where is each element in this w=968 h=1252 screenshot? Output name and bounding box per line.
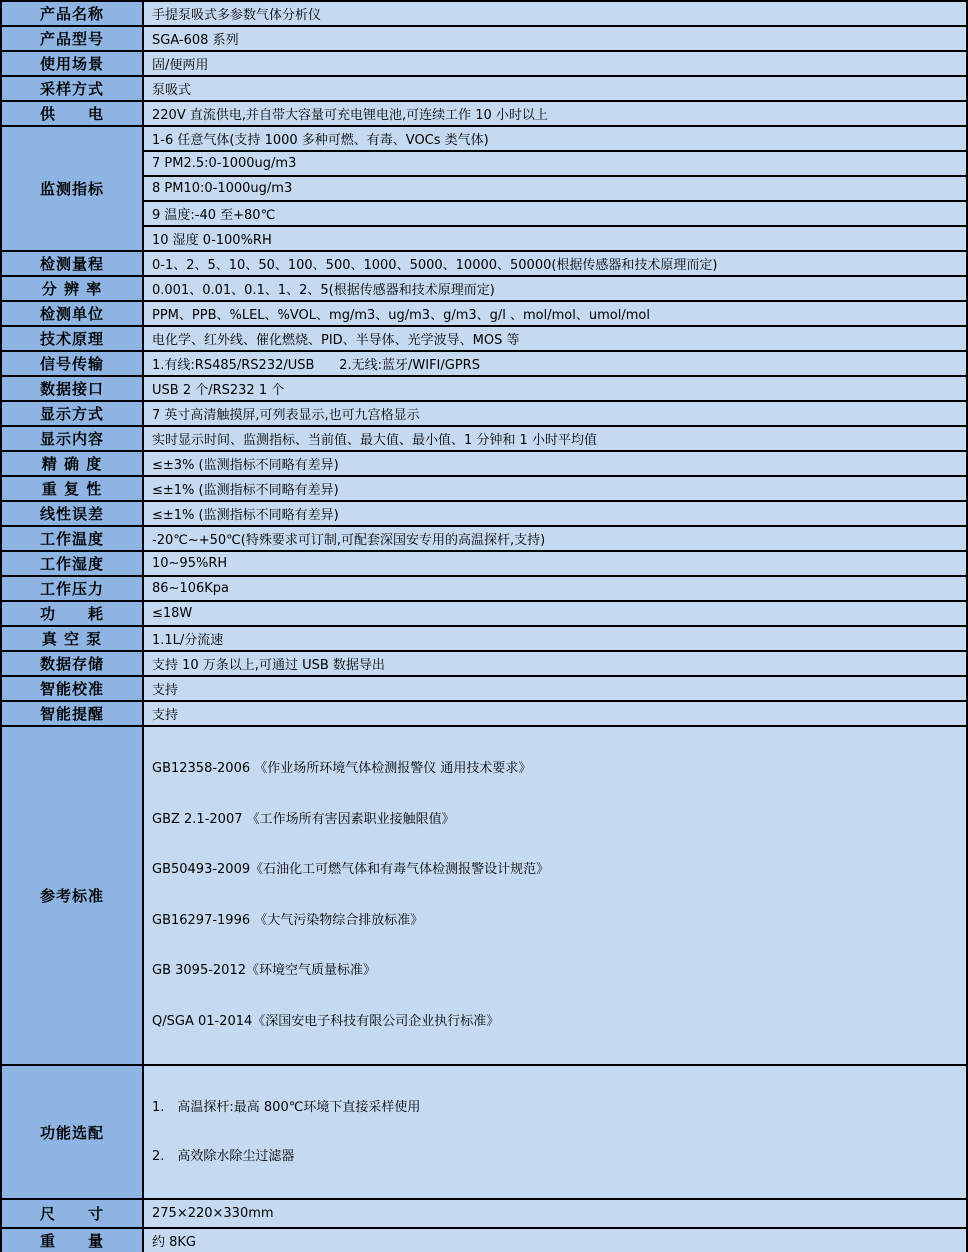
row-working-humidity (1, 551, 967, 576)
data-interface-value: USB 2 个/RS232 1 个 (143, 376, 967, 401)
reference-standard-6: Q/SGA 01-2014《深国安电子科技有限公司企业执行标准》 (152, 1013, 500, 1029)
row-smart-calibration (1, 676, 967, 701)
resolution-value: 0.001、0.01、0.1、1、2、5(根据传感器和技术原理而定) (143, 276, 967, 301)
vacuum-pump-value: 1.1L/分流速 (143, 626, 967, 651)
optional-functions-label: 功能选配 (1, 1065, 143, 1199)
product-name-label: 产品名称 (1, 1, 143, 26)
reference-standard-1: GB12358-2006 《作业场所环境气体检测报警仪 通用技术要求》 (152, 761, 532, 776)
reference-standard-4: GB16297-1996 《大气污染物综合排放标准》 (152, 912, 424, 928)
linearity-error-value: ≤±1% (监测指标不同略有差异) (143, 501, 967, 526)
row-working-temperature (1, 526, 967, 551)
monitoring-indicator-1: 1-6 任意气体(支持 1000 多种可燃、有毒、VOCs 类气体) (143, 126, 967, 151)
detection-range-label: 检测量程 (1, 251, 143, 276)
data-storage-label: 数据存储 (1, 651, 143, 676)
reference-standard-5: GB 3095-2012《环境空气质量标准》 (152, 963, 376, 978)
row-detection-unit (1, 301, 967, 326)
repeatability-label: 重 复 性 (1, 476, 143, 501)
accuracy-value: ≤±3% (监测指标不同略有差异) (143, 451, 967, 476)
monitoring-indicator-5: 10 湿度 0-100%RH (143, 226, 967, 251)
signal-transmission-value: 1.有线:RS485/RS232/USB 2.无线:蓝牙/WIFI/GPRS (143, 351, 967, 376)
display-mode-label: 显示方式 (1, 401, 143, 426)
reference-standards-value (143, 726, 967, 1065)
optional-function-1: 1. 高温探杆:最高 800℃环境下直接采样使用 (152, 1100, 421, 1115)
row-accuracy (1, 451, 967, 476)
reference-standard-3: GB50493-2009《石油化工可燃气体和有毒气体检测报警设计规范》 (152, 862, 550, 877)
row-repeatability (1, 476, 967, 501)
power-supply-value: 220V 直流供电,并自带大容量可充电锂电池,可连续工作 10 小时以上 (143, 101, 967, 126)
row-weight (1, 1228, 967, 1252)
row-vacuum-pump (1, 626, 967, 651)
technical-principle-label: 技术原理 (1, 326, 143, 351)
smart-reminder-value: 支持 (143, 701, 967, 726)
detection-range-value: 0-1、2、5、10、50、100、500、1000、5000、10000、50000(根据传感器和技术原理而定) (143, 251, 967, 276)
detection-unit-label: 检测单位 (1, 301, 143, 326)
row-monitoring-indicators (1, 201, 967, 226)
row-product-name (1, 1, 967, 26)
power-consumption-label: 功 耗 (1, 601, 143, 626)
working-humidity-value: 10~95%RH (143, 551, 967, 576)
row-product-model (1, 26, 967, 51)
product-model-label: 产品型号 (1, 26, 143, 51)
vacuum-pump-label: 真 空 泵 (1, 626, 143, 651)
power-supply-label: 供 电 (1, 101, 143, 126)
product-name-value: 手提泵吸式多参数气体分析仪 (143, 1, 967, 26)
data-storage-value: 支持 10 万条以上,可通过 USB 数据导出 (143, 651, 967, 676)
smart-reminder-label: 智能提醒 (1, 701, 143, 726)
row-data-storage (1, 651, 967, 676)
working-pressure-value: 86~106Kpa (143, 576, 967, 601)
row-signal-transmission (1, 351, 967, 376)
reference-standard-2: GBZ 2.1-2007 《工作场所有害因素职业接触限值》 (152, 811, 455, 827)
row-resolution (1, 276, 967, 301)
row-optional-functions (1, 1065, 967, 1199)
monitoring-indicators-label: 监测指标 (1, 126, 143, 251)
row-display-mode (1, 401, 967, 426)
dimensions-value: 275×220×330mm (143, 1199, 967, 1228)
row-detection-range (1, 251, 967, 276)
row-sampling-method (1, 76, 967, 101)
display-content-label: 显示内容 (1, 426, 143, 451)
row-linearity-error (1, 501, 967, 526)
row-monitoring-indicators (1, 126, 967, 151)
linearity-error-label: 线性误差 (1, 501, 143, 526)
row-smart-reminder (1, 701, 967, 726)
detection-unit-value: PPM、PPB、%LEL、%VOL、mg/m3、ug/m3、g/m3、g/l 、mol/mol、umol/mol (143, 301, 967, 326)
row-data-interface (1, 376, 967, 401)
working-humidity-label: 工作湿度 (1, 551, 143, 576)
row-usage-scenario (1, 51, 967, 76)
display-mode-value: 7 英寸高清触摸屏,可列表显示,也可九宫格显示 (143, 401, 967, 426)
row-monitoring-indicators (1, 176, 967, 201)
working-pressure-label: 工作压力 (1, 576, 143, 601)
optional-functions-value (143, 1065, 967, 1199)
smart-calibration-label: 智能校准 (1, 676, 143, 701)
data-interface-label: 数据接口 (1, 376, 143, 401)
monitoring-indicator-4: 9 温度:-40 至+80℃ (143, 201, 967, 226)
working-temperature-label: 工作温度 (1, 526, 143, 551)
usage-scenario-label: 使用场景 (1, 51, 143, 76)
row-monitoring-indicators (1, 151, 967, 176)
technical-principle-value: 电化学、红外线、催化燃烧、PID、半导体、光学波导、MOS 等 (143, 326, 967, 351)
dimensions-label: 尺 寸 (1, 1199, 143, 1228)
working-temperature-value: -20℃~+50℃(特殊要求可订制,可配套深国安专用的高温探杆,支持) (143, 526, 967, 551)
sampling-method-value: 泵吸式 (143, 76, 967, 101)
row-working-pressure (1, 576, 967, 601)
resolution-label: 分 辨 率 (1, 276, 143, 301)
repeatability-value: ≤±1% (监测指标不同略有差异) (143, 476, 967, 501)
product-model-value: SGA-608 系列 (143, 26, 967, 51)
row-power-consumption (1, 601, 967, 626)
smart-calibration-value: 支持 (143, 676, 967, 701)
row-dimensions (1, 1199, 967, 1228)
signal-transmission-label: 信号传输 (1, 351, 143, 376)
sampling-method-label: 采样方式 (1, 76, 143, 101)
reference-standards-label: 参考标准 (1, 726, 143, 1065)
weight-label: 重 量 (1, 1228, 143, 1252)
display-content-value: 实时显示时间、监测指标、当前值、最大值、最小值、1 分钟和 1 小时平均值 (143, 426, 967, 451)
optional-function-2: 2. 高效除水除尘过滤器 (152, 1149, 295, 1164)
row-power-supply (1, 101, 967, 126)
weight-value: 约 8KG (143, 1228, 967, 1252)
accuracy-label: 精 确 度 (1, 451, 143, 476)
monitoring-indicator-2: 7 PM2.5:0-1000ug/m3 (143, 151, 967, 176)
usage-scenario-value: 固/便两用 (143, 51, 967, 76)
monitoring-indicator-3: 8 PM10:0-1000ug/m3 (143, 176, 967, 201)
row-reference-standards (1, 726, 967, 1065)
row-display-content (1, 426, 967, 451)
row-technical-principle (1, 326, 967, 351)
power-consumption-value: ≤18W (143, 601, 967, 626)
row-monitoring-indicators (1, 226, 967, 251)
